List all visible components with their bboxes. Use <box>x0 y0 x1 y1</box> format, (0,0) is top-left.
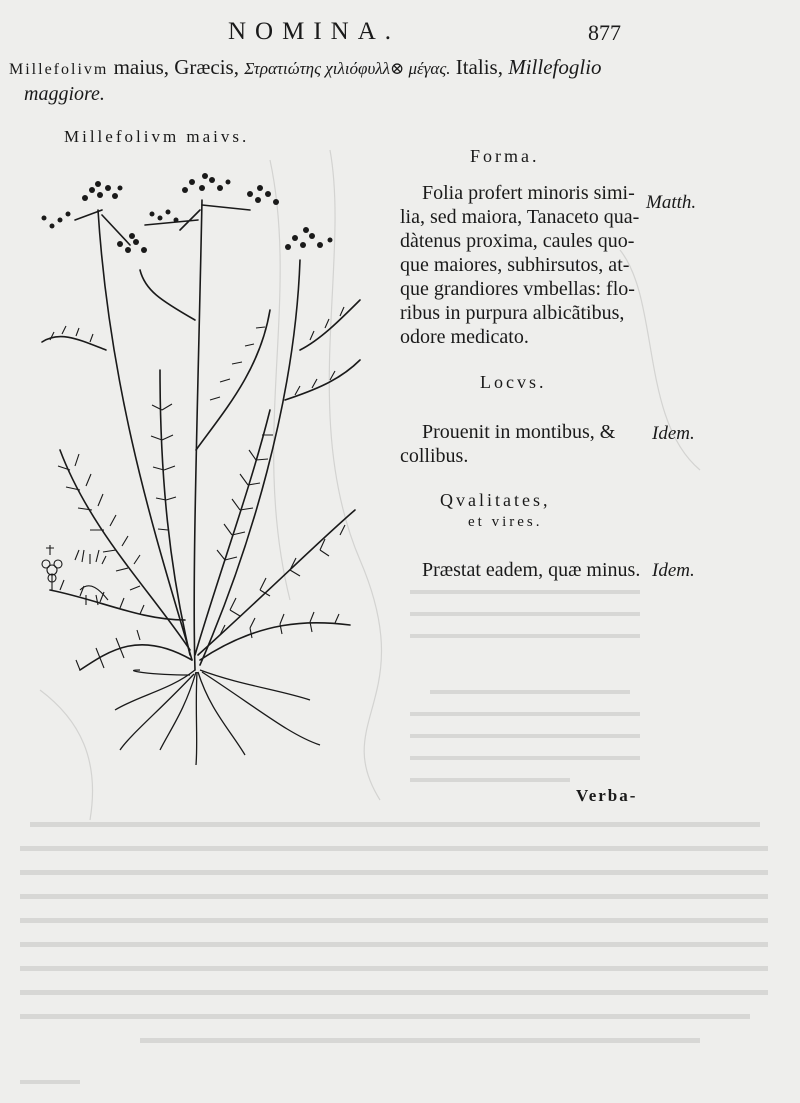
section-heading-forma: Forma. <box>470 146 540 166</box>
running-title: NOMINA. <box>228 18 401 45</box>
entry-greek-name: Στρατιώτης χιλιόφυλλ⊗ μέγας. <box>244 59 451 78</box>
section-heading-qualitates: Qvalitates, <box>440 490 551 510</box>
locus-line: Prouenit in montibus, & <box>422 421 616 443</box>
entry-italian-name-continued: maggiore. <box>24 83 105 105</box>
forma-line: dàtenus proxima, caules quo- <box>400 230 635 252</box>
entry-text-italis: Italis, <box>450 55 509 79</box>
catchword: Verba- <box>576 786 638 805</box>
margin-note-qualitates: Idem. <box>652 560 695 581</box>
plant-caption: Millefolivm maivs. <box>64 127 250 146</box>
entry-italian-name: Millefoglio <box>508 55 602 79</box>
locus-line: collibus. <box>400 445 469 467</box>
margin-note-forma: Matth. <box>646 192 697 213</box>
yarrow-woodcut-illustration <box>20 150 370 770</box>
margin-note-locus: Idem. <box>652 423 695 444</box>
forma-line: que grandiores vmbellas: flo- <box>400 278 635 300</box>
section-heading-locus: Locvs. <box>480 372 547 392</box>
section-heading-vires: et vires. <box>468 514 543 530</box>
entry-text-latin: maius, Græcis, <box>108 55 245 79</box>
forma-line: odore medicato. <box>400 326 529 348</box>
entry-names-line <box>9 55 602 80</box>
forma-line: que maiores, subhirsutos, at- <box>400 254 630 276</box>
qualitates-line: Præstat eadem, quæ minus. <box>422 559 641 581</box>
forma-line: ribus in purpura albicãtibus, <box>400 302 625 324</box>
forma-line: Folia profert minoris simi- <box>422 182 635 204</box>
locus-paragraph <box>400 420 615 468</box>
forma-line: lia, sed maiora, Tanaceto qua- <box>400 206 640 228</box>
forma-paragraph <box>400 181 639 349</box>
entry-headword: Millefolivm <box>9 61 109 78</box>
page-number: 877 <box>588 20 621 45</box>
